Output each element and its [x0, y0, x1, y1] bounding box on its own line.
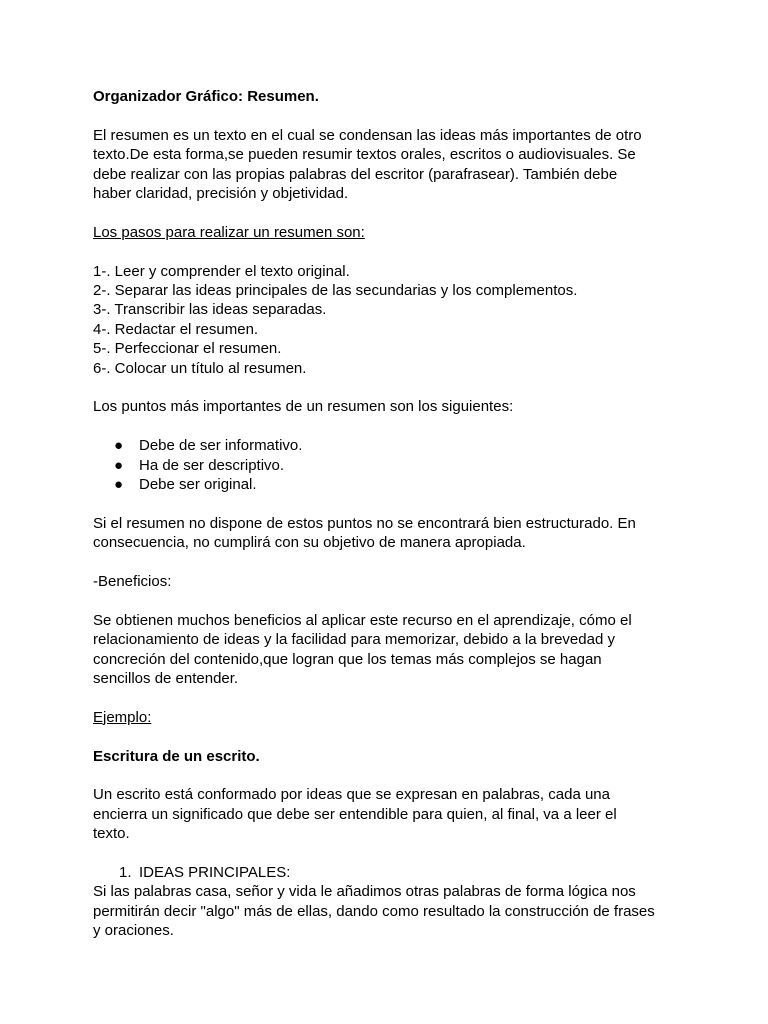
benefits-paragraph [93, 611, 682, 689]
example-title: Escritura de un escrito. [93, 747, 260, 765]
benefits-heading: -Beneficios: [93, 573, 172, 591]
numbered-item-ideas [93, 863, 682, 882]
example-intro-line: encierra un significado que debe ser entendible para quien, al final, va a leer el [93, 805, 617, 823]
intro-line: haber claridad, precisión y objetividad. [93, 185, 349, 203]
point-text: Debe de ser informativo. [139, 437, 303, 455]
benefits-line: concreción del contenido,que logran que los temas más complejos se hagan [93, 650, 602, 668]
ideas-paragraph [93, 882, 682, 940]
steps-heading: Los pasos para realizar un resumen son: [93, 223, 365, 241]
example-intro-line: Un escrito está conformado por ideas que se expresan en palabras, cada una [93, 786, 610, 804]
consequence-line: Si el resumen no dispone de estos puntos no se encontrará bien estructurado. En [93, 514, 636, 532]
benefits-line: Se obtienen muchos beneficios al aplicar este recurso en el aprendizaje, cómo el [93, 611, 632, 629]
example-intro-line: texto. [93, 825, 130, 843]
ideas-line: Si las palabras casa, señor y vida le añadimos otras palabras de forma lógica nos [93, 883, 636, 901]
step-item: 4-. Redactar el resumen. [93, 320, 259, 338]
points-list [93, 436, 682, 494]
document-title: Organizador Gráfico: Resumen. [93, 88, 319, 105]
ideas-line: y oraciones. [93, 922, 174, 940]
intro-line: El resumen es un texto en el cual se condensan las ideas más importantes de otro [93, 126, 642, 144]
bullet-icon: ● [114, 456, 124, 474]
point-text: Ha de ser descriptivo. [139, 456, 285, 474]
intro-line: debe realizar con las propias palabras del escritor (parafrasear). También debe [93, 165, 618, 183]
step-item: 3-. Transcribir las ideas separadas. [93, 301, 327, 319]
benefits-line: relacionamiento de ideas y la facilidad para memorizar, debido a la brevedad y [93, 631, 615, 649]
points-heading: Los puntos más importantes de un resumen son los siguientes: [93, 398, 514, 416]
example-intro-paragraph [93, 785, 682, 843]
bullet-icon: ● [114, 476, 124, 494]
point-item [93, 456, 682, 475]
numbered-item-label: IDEAS PRINCIPALES: [139, 864, 291, 882]
point-text: Debe ser original. [139, 476, 257, 494]
bullet-icon: ● [114, 437, 124, 455]
step-item: 6-. Colocar un título al resumen. [93, 359, 307, 377]
intro-line: texto.De esta forma,se pueden resumir textos orales, escritos o audiovisuales. Se [93, 146, 636, 164]
example-heading: Ejemplo: [93, 708, 152, 726]
intro-paragraph [93, 126, 682, 204]
consequence-line: consecuencia, no cumplirá con su objetivo de manera apropiada. [93, 534, 526, 552]
step-item: 1-. Leer y comprender el texto original. [93, 262, 350, 280]
step-item: 2-. Separar las ideas principales de las secundarias y los complementos. [93, 282, 578, 300]
step-item: 5-. Perfeccionar el resumen. [93, 340, 282, 358]
ideas-line: permitirán decir "algo" más de ellas, dando como resultado la construcción de frases [93, 902, 655, 920]
consequence-paragraph [93, 514, 682, 553]
point-item [93, 475, 682, 494]
steps-list [93, 262, 682, 378]
point-item [93, 436, 682, 455]
list-number: 1. [119, 864, 132, 882]
benefits-line: sencillos de entender. [93, 670, 239, 688]
